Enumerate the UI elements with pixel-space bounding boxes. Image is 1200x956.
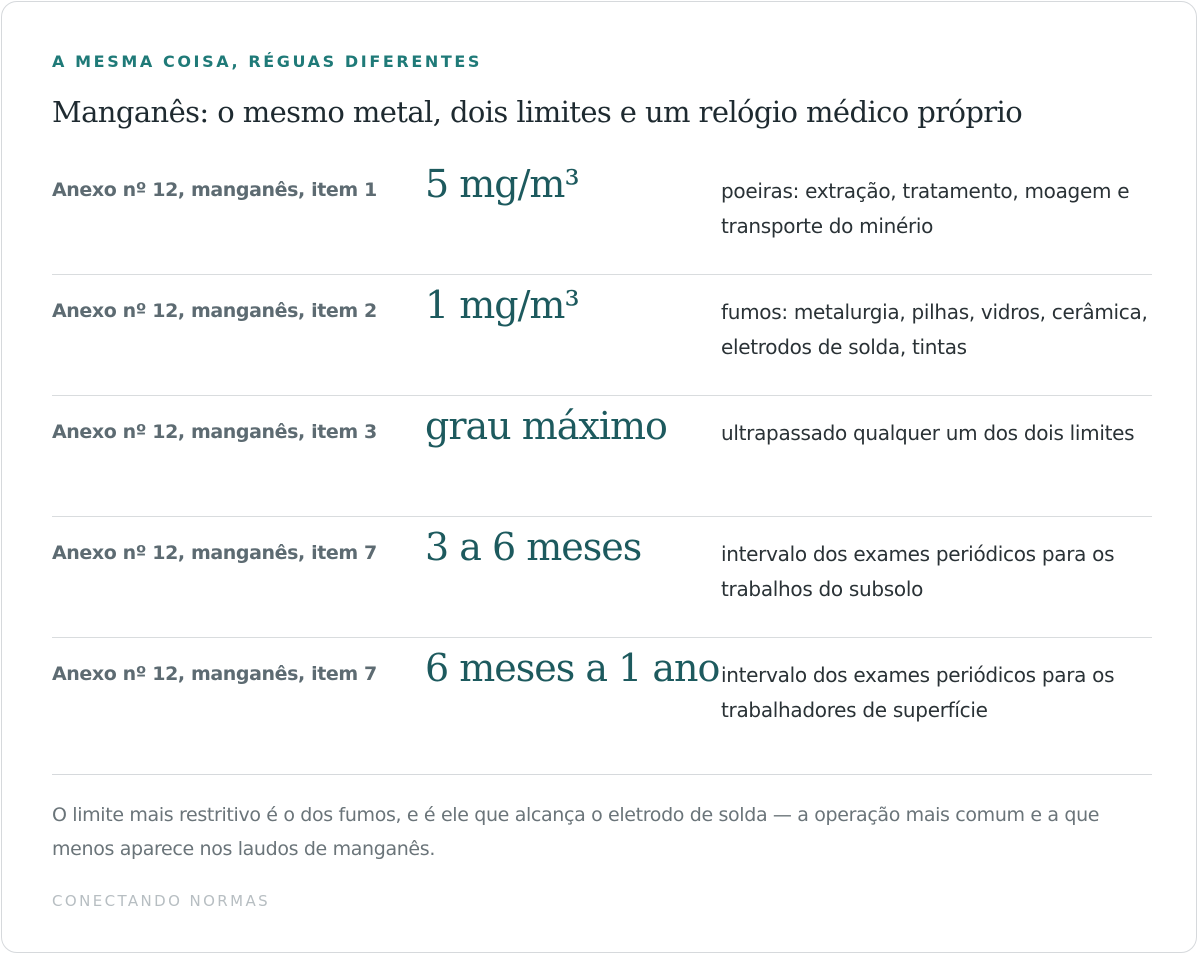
row-value: 5 mg/m³	[425, 162, 579, 206]
row-reference: Anexo nº 12, manganês, item 7	[52, 663, 377, 685]
list-item	[52, 638, 1152, 768]
list-item	[52, 275, 1152, 396]
footer-brand: CONECTANDO NORMAS	[52, 892, 271, 910]
row-description: intervalo dos exames periódicos para os trabalhos do subsolo	[721, 542, 1115, 601]
page-title: Manganês: o mesmo metal, dois limites e um relógio médico próprio	[52, 95, 1023, 129]
divider	[52, 774, 1152, 775]
row-value: grau máximo	[425, 404, 667, 448]
kicker: A MESMA COISA, RÉGUAS DIFERENTES	[52, 52, 483, 71]
list-item	[52, 517, 1152, 638]
row-reference: Anexo nº 12, manganês, item 3	[52, 421, 377, 443]
row-reference: Anexo nº 12, manganês, item 7	[52, 542, 377, 564]
row-reference: Anexo nº 12, manganês, item 2	[52, 300, 377, 322]
list-item	[52, 396, 1152, 517]
row-description: poeiras: extração, tratamento, moagem e transporte do minério	[721, 179, 1130, 238]
row-reference: Anexo nº 12, manganês, item 1	[52, 179, 377, 201]
card	[1, 1, 1197, 953]
row-description: fumos: metalurgia, pilhas, vidros, cerâmica, eletrodos de solda, tintas	[721, 300, 1148, 359]
row-value: 1 mg/m³	[425, 283, 579, 327]
summary-note: O limite mais restritivo é o dos fumos, e é ele que alcança o eletrodo de solda — a operação mais comum e a que menos aparece nos laudos de manganês.	[52, 804, 1100, 860]
list-item	[52, 154, 1152, 275]
row-description: ultrapassado qualquer um dos dois limites	[721, 421, 1135, 445]
row-description: intervalo dos exames periódicos para os trabalhadores de superfície	[721, 663, 1115, 722]
rows-list	[52, 154, 1152, 768]
row-value: 3 a 6 meses	[425, 525, 642, 569]
row-value: 6 meses a 1 ano	[425, 646, 720, 690]
